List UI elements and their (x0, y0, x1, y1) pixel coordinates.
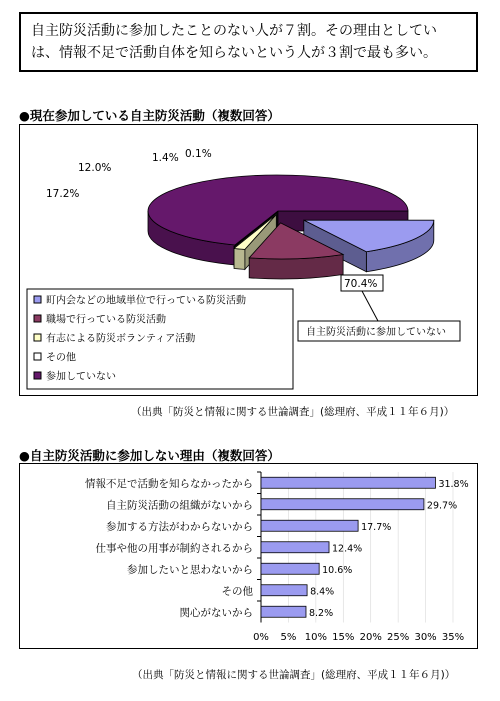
summary-line-1: 自主防災活動に参加したことのない人が７割。その理由としてい (31, 23, 437, 39)
pie-value-label: 70.4% (344, 278, 378, 290)
bar-value-label: 12.4% (332, 543, 363, 555)
bar (261, 542, 329, 553)
pie-chart (20, 125, 477, 395)
legend-swatch (34, 296, 41, 303)
summary-line-2: は、情報不足で活動自体を知らないという人が３割で最も多い。 (31, 45, 437, 61)
bar-value-label: 29.7% (426, 500, 458, 512)
legend-label: その他 (46, 352, 76, 364)
bar-value-label: 8.4% (310, 586, 335, 598)
pie-chart-title: ●現在参加している自主防災活動（複数回答） (19, 108, 280, 123)
bar-value-label: 10.6% (322, 564, 353, 576)
pie-legend (27, 289, 293, 389)
pie-chart-frame (19, 124, 478, 396)
bar-chart-title: ●自主防災活動に参加しない理由（複数回答） (19, 448, 280, 463)
callout-line (362, 291, 378, 321)
bar-chart (20, 464, 477, 648)
category-label: 仕事や他の用事が制約されるから (95, 542, 253, 555)
category-label: その他 (221, 585, 253, 598)
legend-label: 職場で行っている防災活動 (46, 314, 166, 326)
legend-swatch (34, 334, 41, 341)
bar-chart-frame (19, 463, 478, 649)
legend-label: 有志による防災ボランティア活動 (46, 333, 196, 345)
category-label: 関心がないから (179, 606, 253, 619)
x-tick-label: 35% (441, 632, 465, 643)
pie-source-note: （出典「防災と情報に関する世論調査」(総理府、平成１１年６月)） (131, 406, 455, 418)
pie-value-label: 12.0% (78, 162, 112, 174)
legend-label: 町内会などの地域単位で行っている防災活動 (46, 295, 246, 307)
bar-source-note: （出典「防災と情報に関する世論調査」(総理府、平成１１年６月)） (132, 669, 456, 681)
summary-box (19, 12, 478, 72)
x-tick-label: 10% (304, 632, 327, 643)
bar (261, 606, 306, 617)
pie-value-label: 17.2% (46, 188, 80, 200)
bar-value-label: 31.8% (438, 478, 469, 490)
bar (261, 477, 435, 488)
bar (261, 499, 424, 510)
x-tick-label: 30% (414, 632, 437, 643)
category-label: 参加する方法がわからないから (106, 520, 253, 533)
category-label: 自主防災活動の組織がないから (106, 499, 253, 512)
category-label: 参加したいと思わないから (127, 563, 253, 576)
legend-label: 参加していない (46, 371, 116, 383)
pie-value-label: 0.1% (185, 148, 212, 160)
legend-swatch (34, 315, 41, 322)
pie-value-label: 1.4% (152, 152, 179, 164)
x-tick-label: 25% (387, 632, 410, 643)
bar (261, 585, 307, 596)
x-tick-label: 5% (280, 632, 297, 643)
legend-swatch (34, 353, 41, 360)
category-label: 情報不足で活動を知らなかったから (85, 477, 253, 490)
bar (261, 520, 358, 531)
bar (261, 563, 319, 574)
legend-swatch (34, 372, 41, 379)
bar-value-label: 8.2% (308, 607, 334, 619)
callout-text: 自主防災活動に参加していない (306, 327, 446, 338)
x-tick-label: 15% (332, 632, 355, 643)
x-tick-label: 0% (253, 632, 269, 643)
bar-value-label: 17.7% (361, 521, 392, 533)
x-tick-label: 20% (359, 632, 382, 643)
